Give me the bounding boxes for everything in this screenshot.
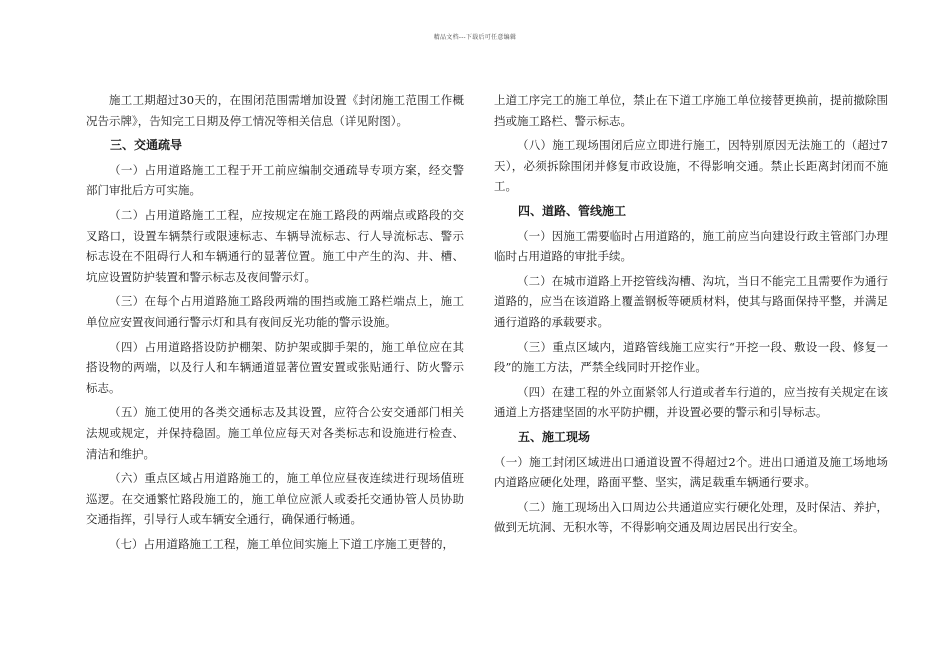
paragraph: （四）占用道路搭设防护棚架、防护架或脚手架的，施工单位应在其搭设物的两端，以及行人和车辆通道显著位置安置或张贴通行、防火警示标志。 — [86, 339, 464, 395]
paragraph: （二）占用道路施工工程，应按规定在施工路段的两端点或路段的交叉路口，设置车辆禁行或限速标志、车辆导流标志、行人导流标志、警示标志设在不阻碍行人和车辆通行的显著位置。施工中产生的沟、井、槽、坑应设置防护装置和警示标志及夜间警示灯。 — [86, 207, 464, 284]
paragraph: （五）施工使用的各类交通标志及其设置，应符合公安交通部门相关法规或规定，并保持稳固。施工单位应每天对各类标志和设施进行检查、清洁和维护。 — [86, 405, 464, 461]
right-column — [494, 90, 888, 542]
paragraph: （二）在城市道路上开挖管线沟槽、沟坑，当日不能完工且需要作为通行道路的，应当在该道路上覆盖钢板等硬质材料，使其与路面保持平整，并满足通行道路的承载要求。 — [494, 273, 888, 329]
paragraph: （二）施工现场出入口周边公共通道应实行硬化处理，及时保洁、养护，做到无坑洞、无积水等，不得影响交通及周边居民出行安全。 — [494, 499, 888, 535]
paragraph: （一）占用道路施工工程于开工前应编制交通疏导专项方案，经交警部门审批后方可实施。 — [86, 162, 464, 198]
page-header: 精品文档---下载后可任意编辑 — [433, 34, 517, 41]
paragraph: （一）因施工需要临时占用道路的，施工前应当向建设行政主管部门办理临时占用道路的审批手续。 — [494, 228, 888, 264]
section-heading: 四、道路、管线施工 — [518, 203, 627, 218]
paragraph: 施工工期超过30天的，在围闭范围需增加设置《封闭施工范围工作概况告示牌》，告知完工日期及停工情况等相关信息（详见附图）。 — [86, 93, 464, 128]
section-heading: 五、施工现场 — [518, 429, 591, 444]
paragraph: （八）施工现场围闭后应立即进行施工，因特别原因无法施工的（超过7天），必须拆除围闭并修复市政设施，不得影响交通。禁止长距离封闭而不施工。 — [494, 138, 888, 194]
paragraph: （六）重点区域占用道路施工的，施工单位应昼夜连续进行现场值班巡逻。在交通繁忙路段施工的，施工单位应派人或委托交通协管人员协助交通指挥，引导行人或车辆安全通行，确保通行畅通。 — [86, 471, 464, 527]
section-heading: 三、交通疏导 — [110, 138, 183, 153]
paragraph: 上道工序完工的施工单位，禁止在下道工序施工单位接替更换前，提前撤除围挡或施工路栏、警示标志。 — [494, 93, 888, 128]
paragraph: （三）重点区域内，道路管线施工应实行“开挖一段、敷设一段、修复一段”的施工方法，严禁全线同时开挖作业。 — [494, 339, 888, 375]
paragraph: （一）施工封闭区域进出口通道设置不得超过2个。进出口通道及施工场地场内道路应硬化处理，路面平整、坚实，满足载重车辆通行要求。 — [494, 454, 888, 490]
paragraph: （四）在建工程的外立面紧邻人行道或者车行道的，应当按有关规定在该通道上方搭建坚固的水平防护棚，并设置必要的警示和引导标志。 — [494, 384, 888, 420]
paragraph: （三）在每个占用道路施工路段两端的围挡或施工路栏端点上，施工单位应安置夜间通行警示灯和具有夜间反光功能的警示设施。 — [86, 294, 464, 329]
paragraph: （七）占用道路施工工程，施工单位间实施上下道工序施工更替的， — [109, 536, 454, 551]
left-column — [86, 90, 464, 558]
